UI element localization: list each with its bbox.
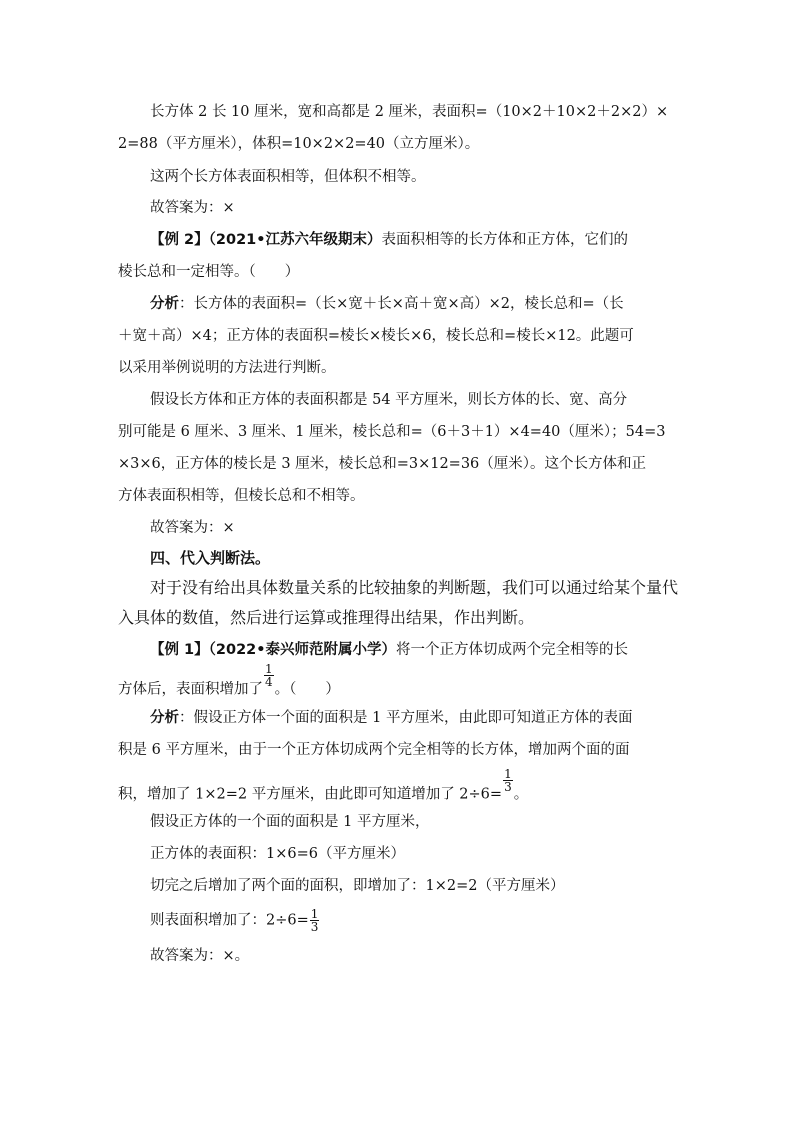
text-segment: 则表面积增加了：2÷6= (150, 912, 309, 929)
text-line: 假设正方体的一个面的面积是 1 平方厘米， (150, 814, 430, 830)
text-segment: 。 (513, 786, 529, 803)
example-2-title (150, 230, 628, 250)
text-line (150, 908, 320, 933)
analysis-label: 分析 (150, 296, 179, 312)
fraction-one-third: $\frac{1}{3}$ (310, 907, 319, 934)
analysis-line (150, 708, 632, 728)
example-label: 【例 1】（2022•泰兴师范附属小学） (150, 642, 397, 658)
text-line: 切完之后增加了两个面的面积，即增加了：1×2=2（平方厘米） (150, 878, 565, 894)
example-text: 表面积相等的长方体和正方体，它们的 (381, 232, 629, 248)
example-1-title (150, 640, 628, 660)
fraction-one-third: $\frac{1}{3}$ (504, 767, 512, 794)
answer-line: 故答案为：× (150, 200, 235, 216)
text-line: 对于没有给出具体数量关系的比较抽象的判断题，我们可以通过给某个量代 (150, 578, 679, 597)
text-line: 积是 6 平方厘米，由于一个正方体切成两个完全相等的长方体，增加两个面的面 (118, 742, 630, 758)
analysis-text: ：假设正方体一个面的面积是 1 平方厘米，由此即可知道正方体的表面 (179, 710, 633, 726)
analysis-line (150, 294, 624, 314)
analysis-text: ：长方体的表面积=（长×宽＋长×高＋宽×高）×2，棱长总和=（长 (179, 296, 624, 312)
text-segment: 方体后，表面积增加了 (118, 681, 263, 698)
text-line: 假设长方体和正方体的表面积都是 54 平方厘米，则长方体的长、宽、高分 (150, 392, 628, 408)
text-line: 这两个长方体表面积相等，但体积不相等。 (150, 169, 426, 185)
text-segment: 积，增加了 1×2=2 平方厘米，由此即可知道增加了 2÷6= (118, 786, 503, 803)
text-line: ×3×6，正方体的棱长是 3 厘米，棱长总和=3×12=36（厘米）。这个长方体和正 (118, 456, 647, 472)
text-line: 以采用举例说明的方法进行判断。 (118, 360, 336, 376)
text-line: 别可能是 6 厘米、3 厘米、1 厘米，棱长总和=（6＋3＋1）×4=40（厘米）；54=3 (118, 424, 666, 440)
text-segment: 。（ ） (274, 681, 340, 698)
fraction-one-quarter: $\frac{1}{4}$ (265, 662, 273, 689)
analysis-label: 分析 (150, 710, 179, 726)
text-line: 棱长总和一定相等。（ ） (118, 264, 300, 280)
example-label: 【例 2】（2021•江苏六年级期末） (150, 232, 382, 248)
text-line: 方体表面积相等，但棱长总和不相等。 (118, 488, 365, 504)
text-line: ＋宽＋高）×4；正方体的表面积=棱长×棱长×6，棱长总和=棱长×12。此题可 (118, 328, 634, 344)
answer-line: 故答案为：×。 (150, 948, 250, 964)
text-line: 入具体的数值，然后进行运算或推理得出结果，作出判断。 (118, 608, 535, 627)
example-text: 将一个正方体切成两个完全相等的长 (396, 642, 629, 658)
text-line: 2=88（平方厘米），体积=10×2×2=40（立方厘米）。 (118, 136, 480, 152)
answer-line: 故答案为：× (150, 520, 235, 536)
text-line (118, 767, 529, 807)
text-line (118, 662, 340, 702)
section-heading: 四、代入判断法。 (150, 549, 271, 567)
text-line: 正方体的表面积：1×6=6（平方厘米） (150, 846, 405, 862)
text-line: 长方体 2 长 10 厘米，宽和高都是 2 厘米，表面积=（10×2＋10×2＋2×2）× (150, 104, 669, 120)
